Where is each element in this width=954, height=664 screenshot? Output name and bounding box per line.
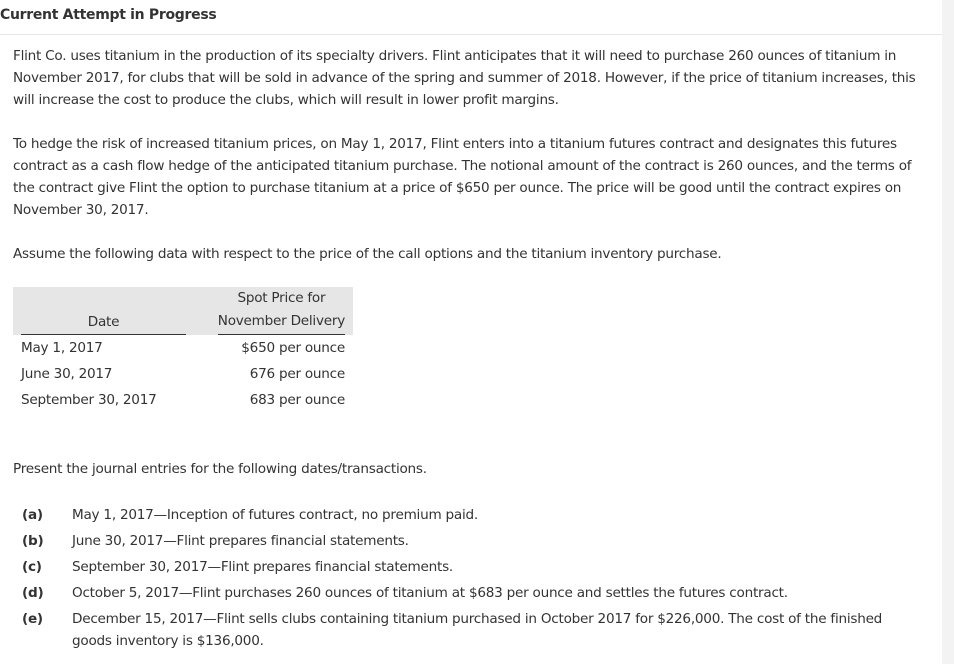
table-cell-price: 683 per ounce (249, 392, 345, 408)
table-row (13, 387, 353, 413)
column-header-spot-price (194, 287, 353, 335)
list-item (22, 556, 922, 578)
table-cell-date: May 1, 2017 (21, 340, 103, 356)
requirement-letter: (e) (22, 611, 43, 627)
problem-statement (13, 45, 928, 265)
requirement-text: October 5, 2017—Flint purchases 260 ounces of titanium at $683 per ounce and settles the futures contract. (72, 585, 788, 601)
list-item (22, 530, 922, 552)
table-cell-price: 676 per ounce (249, 366, 345, 382)
requirements-list (22, 504, 922, 656)
spot-price-table (13, 287, 353, 413)
page-scrollbar[interactable] (942, 0, 954, 664)
column-header-date-label: Date (21, 311, 186, 335)
requirement-text: December 15, 2017—Flint sells clubs containing titanium purchased in October 2017 for $226,000. The cost of the finished goods inventory is $136,000. (72, 611, 883, 649)
requirement-letter: (a) (22, 507, 43, 523)
column-header-spot-line-1: Spot Price for (237, 290, 326, 306)
column-header-spot-price-label (218, 287, 345, 335)
requirement-letter: (b) (22, 533, 44, 549)
column-header-date (13, 287, 194, 335)
requirement-letter: (c) (22, 559, 42, 575)
attempt-header (0, 0, 942, 35)
table-header-row (13, 287, 353, 335)
problem-paragraph-2: To hedge the risk of increased titanium prices, on May 1, 2017, Flint enters into a titanium futures contract and designates this futures contract as a cash flow hedge of the anticipated titanium purchase. The notional amount of the contract is 260 ounces, and the terms of the contract give Flint the option to purchase titanium at a price of $650 per ounce. The price will be good until the contract expires on November 30, 2017. (13, 136, 912, 218)
requirement-text: September 30, 2017—Flint prepares financial statements. (72, 559, 453, 575)
table-row (13, 335, 353, 361)
requirement-text: June 30, 2017—Flint prepares financial statements. (72, 533, 409, 549)
problem-paragraph-1: Flint Co. uses titanium in the production of its specialty drivers. Flint anticipates that it will need to purchase 260 ounces of titanium in November 2017, for clubs that will be sold in advance of the spring and summer of 2018. However, if the price of titanium increases, this will increase the cost to produce the clubs, which will result in lower profit margins. (13, 48, 916, 108)
attempt-status-title: Current Attempt in Progress (0, 7, 217, 23)
instructions-text: Present the journal entries for the following dates/transactions. (13, 461, 427, 477)
table-cell-price: $650 per ounce (241, 340, 345, 356)
column-header-spot-line-2: November Delivery (217, 313, 345, 329)
list-item (22, 582, 922, 604)
table-cell-date: September 30, 2017 (21, 392, 157, 408)
list-item (22, 608, 922, 652)
table-cell-date: June 30, 2017 (21, 366, 113, 382)
table-row (13, 361, 353, 387)
problem-paragraph-3: Assume the following data with respect to the price of the call options and the titanium inventory purchase. (13, 246, 722, 262)
requirement-text: May 1, 2017—Inception of futures contract, no premium paid. (72, 507, 478, 523)
requirement-letter: (d) (22, 585, 44, 601)
list-item (22, 504, 922, 526)
